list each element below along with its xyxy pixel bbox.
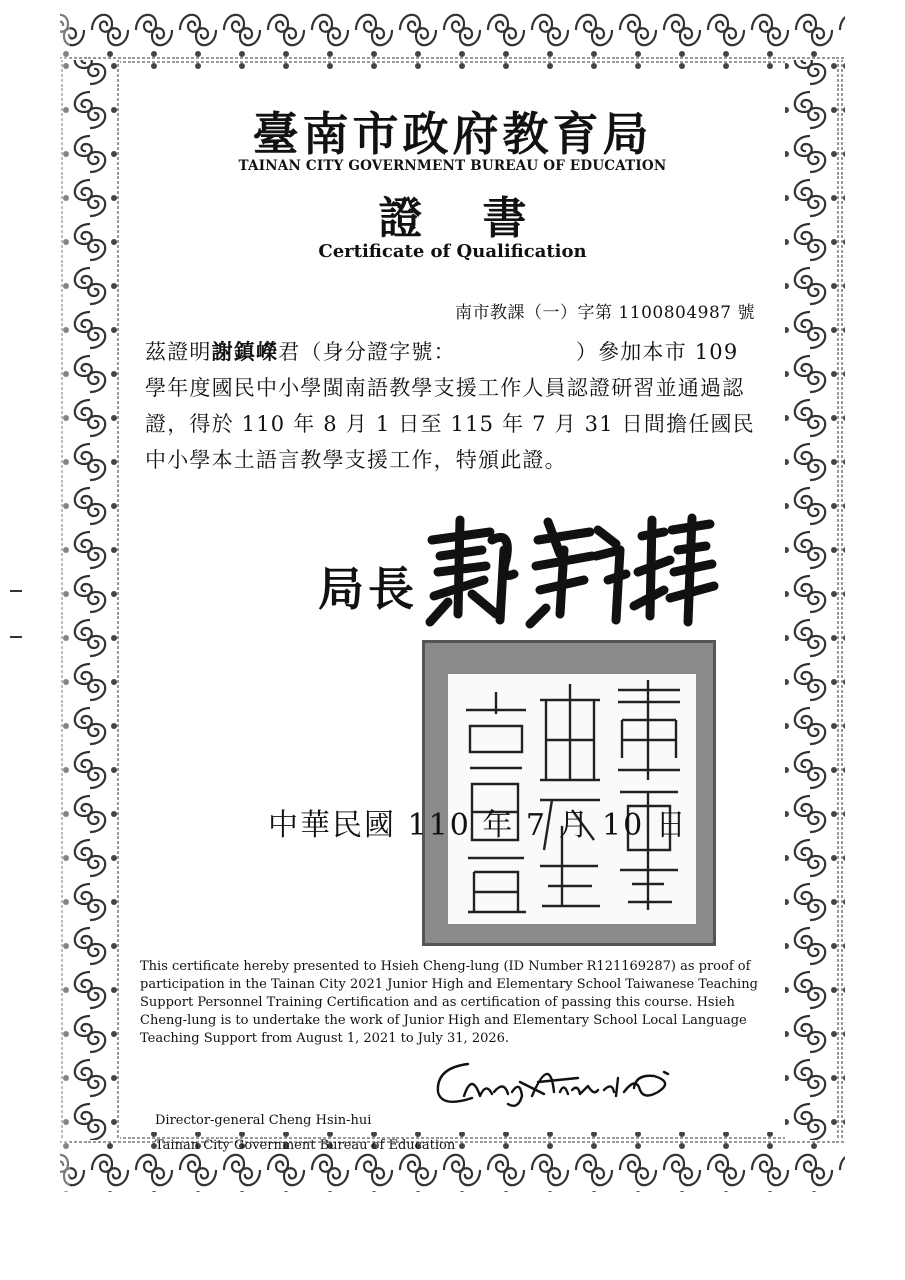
director-signature-en	[428, 1052, 688, 1112]
director-label: 局長	[318, 562, 418, 616]
body-main: ）參加本市 109 學年度國民中小學閩南語教學支援工作人員認證研習並通過認證，得於 110 年 8 月 1 日至 115 年 7 月 31 日間擔任國民中小學本土語言教學支援工作，特頒此證。	[145, 340, 755, 472]
certificate-body-zh	[145, 334, 755, 478]
director-signature-zh	[420, 510, 720, 630]
director-title-en: Director-general Cheng Hsin-hui	[155, 1113, 372, 1128]
scan-mark	[10, 636, 22, 638]
body-prefix: 茲證明	[145, 340, 212, 364]
body-after-name: 君（身分證字號：	[278, 340, 456, 364]
issue-date-zh: 中華民國 110 年 7 月 10 日	[268, 808, 688, 843]
bureau-title-zh: 臺南市政府教育局	[252, 107, 653, 161]
certificate-title-zh: 證書	[378, 193, 587, 244]
certificate-title-en: Certificate of Qualification	[318, 241, 587, 262]
official-seal	[422, 640, 716, 946]
recipient-name: 謝鎮嶸	[211, 339, 279, 364]
certificate-body-en: This certificate hereby presented to Hsieh Cheng-lung (ID Number R121169287) as proof of participation in the Tainan City 2021 Junior High and Elementary School Taiwanese Teaching Support Personnel Training Certification and as certification of passing this course. Hsieh Cheng-lung is to undertake the work of Junior High and Elementary School Local Language Teaching Support from August 1, 2021 to July 31, 2026.	[140, 959, 758, 1046]
bureau-title-en: TAINAN CITY GOVERNMENT BUREAU OF EDUCATION	[238, 158, 667, 174]
scan-mark	[10, 590, 22, 592]
organization-en: Tainan City Government Bureau of Education	[155, 1138, 456, 1153]
document-number: 南市教課（一）字第 1100804987 號	[455, 303, 755, 323]
